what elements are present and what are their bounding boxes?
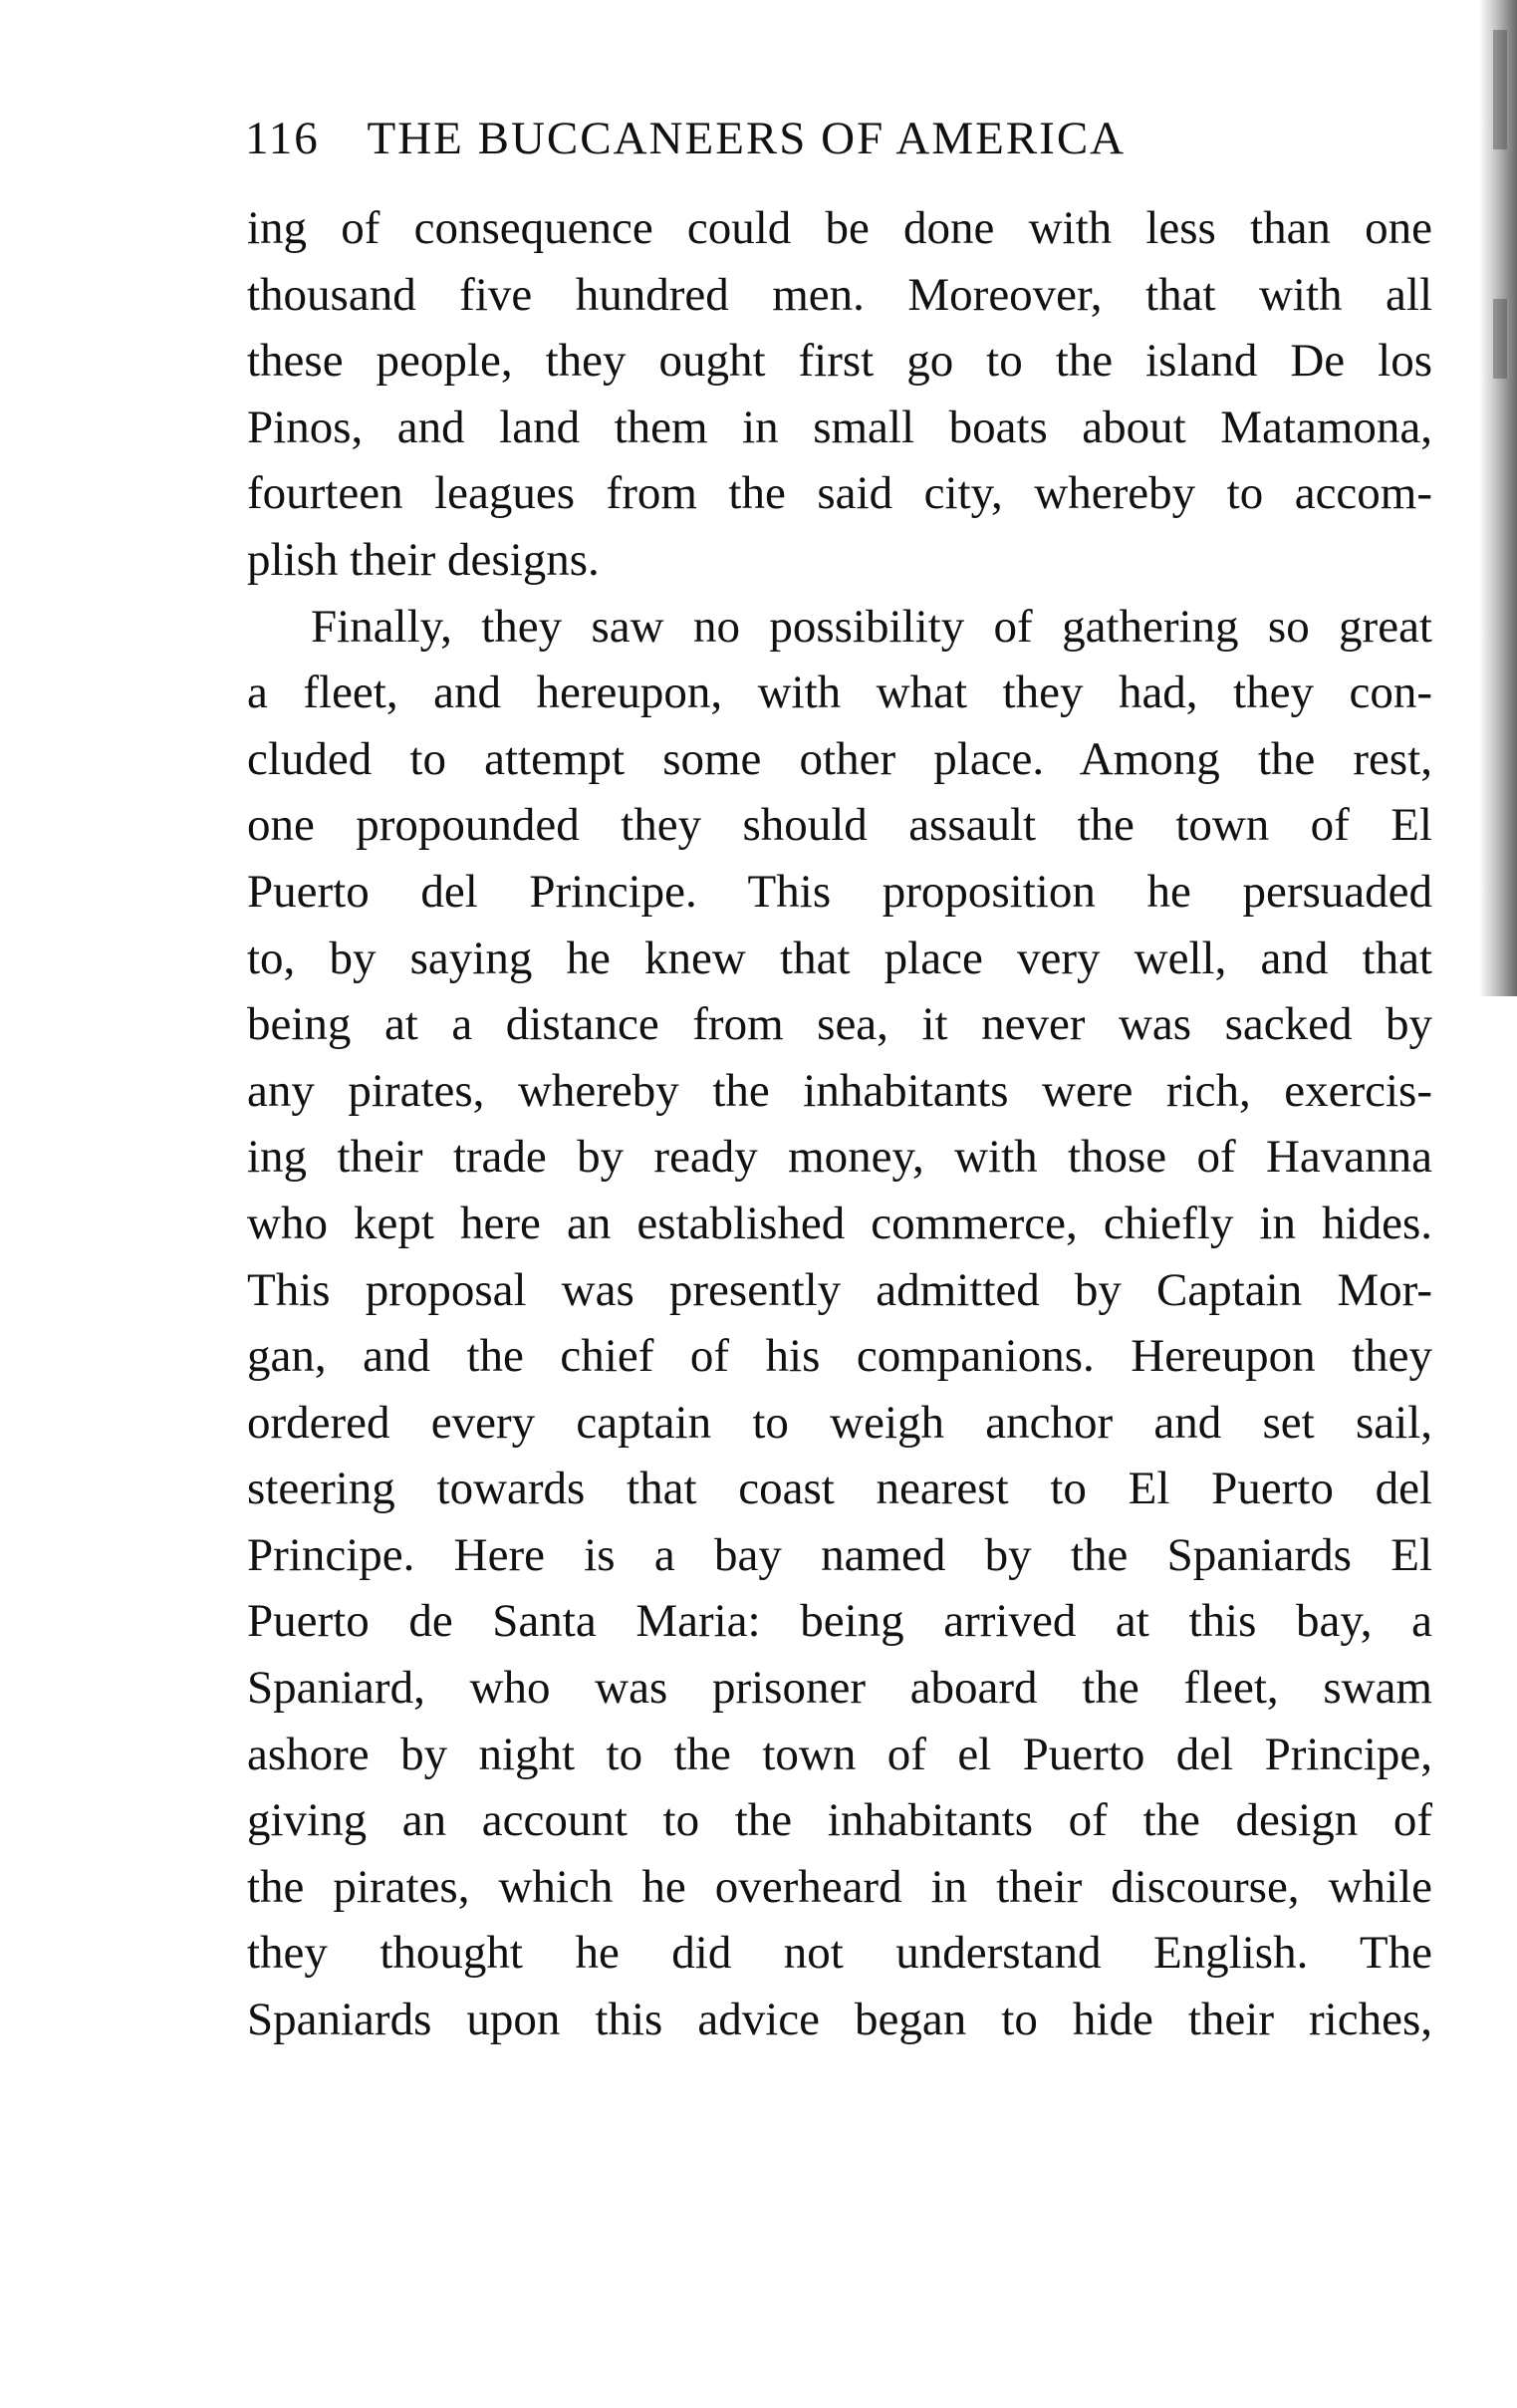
paragraph-start-line: Finally, they saw no possibility of gathering so great — [311, 600, 1432, 653]
text-line: who kept here an established commerce, chiefly in hides. — [247, 1197, 1432, 1249]
text-line: a fleet, and hereupon, with what they had, they con- — [247, 667, 1432, 719]
text-line: ordered every captain to weigh anchor and set sail, — [247, 1396, 1432, 1449]
text-line: Spaniard, who was prisoner aboard the fleet, swam — [247, 1662, 1432, 1715]
text-line: Puerto del Principe. This proposition he persuaded — [247, 865, 1432, 918]
text-line: Puerto de Santa Maria: being arrived at this bay, a — [247, 1595, 1432, 1648]
text-line: being at a distance from sea, it never was sacked by — [247, 998, 1432, 1051]
page-edge-speck — [1493, 30, 1507, 149]
text-line: giving an account to the inhabitants of the design of — [247, 1794, 1432, 1847]
text-line: the pirates, which he overheard in their discourse, while — [247, 1860, 1432, 1913]
text-line: ashore by night to the town of el Puerto del Principe, — [247, 1728, 1432, 1780]
running-title: THE BUCCANEERS OF AMERICA — [367, 113, 1127, 164]
text-line: gan, and the chief of his companions. Hereupon they — [247, 1330, 1432, 1383]
text-line: one propounded they should assault the town of El — [247, 799, 1432, 852]
text-line: Spaniards upon this advice began to hide their riches, — [247, 1994, 1432, 2046]
text-line: thousand five hundred men. Moreover, that with all — [247, 268, 1432, 321]
text-line: to, by saying he knew that place very well, and that — [247, 932, 1432, 984]
body-text — [247, 195, 1432, 2053]
page-edge-shadow — [1479, 0, 1517, 996]
text-line: This proposal was presently admitted by Captain Mor- — [247, 1263, 1432, 1316]
text-line: Principe. Here is a bay named by the Spaniards El — [247, 1528, 1432, 1581]
text-line: these people, they ought first go to the island De los — [247, 335, 1432, 388]
text-line: cluded to attempt some other place. Among the rest, — [247, 732, 1432, 785]
page-number: 116 — [245, 113, 320, 164]
text-line: ing of consequence could be done with less than one — [247, 202, 1432, 254]
text-line: they thought he did not understand English. The — [247, 1927, 1432, 1980]
text-line: any pirates, whereby the inhabitants were rich, exercis- — [247, 1064, 1432, 1117]
text-line: Pinos, and land them in small boats about Matamona, — [247, 401, 1432, 453]
text-line: plish their designs. — [247, 533, 600, 586]
page-edge-speck — [1493, 299, 1507, 379]
text-line: ing their trade by ready money, with those of Havanna — [247, 1131, 1432, 1184]
page-header — [245, 104, 1341, 173]
text-line: steering towards that coast nearest to El Puerto del — [247, 1463, 1432, 1515]
text-line: fourteen leagues from the said city, whereby to accom- — [247, 467, 1432, 520]
